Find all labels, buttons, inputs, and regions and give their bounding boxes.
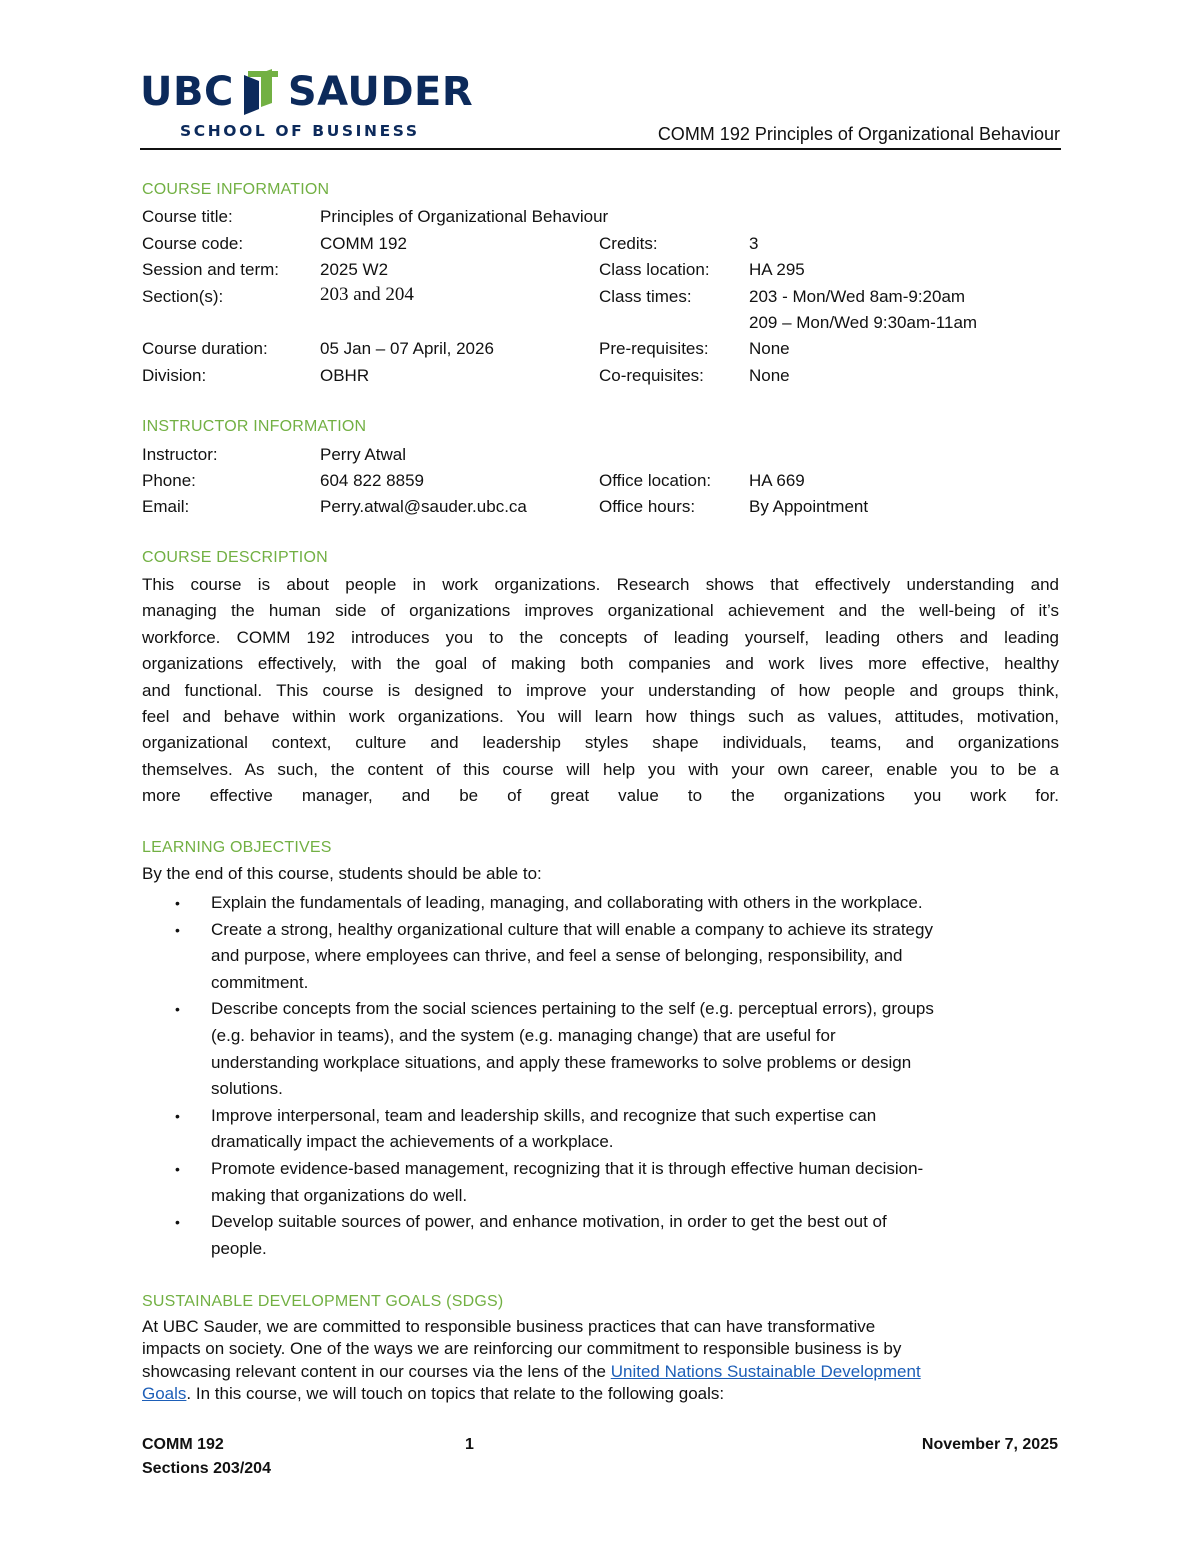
logo-word-ubc: UBC <box>140 69 234 115</box>
sections-label: Section(s): <box>142 287 224 306</box>
office-location-label: Office location: <box>599 471 712 490</box>
footer-page-number: 1 <box>465 1436 474 1453</box>
class-location-value: HA 295 <box>749 260 805 279</box>
sdg-line: impacts on society. One of the ways we are reinforcing our commitment to responsible business is by <box>142 1339 902 1359</box>
class-times-label: Class times: <box>599 287 692 306</box>
description-line: managing the human side of organizations improves organizational achievement and the well-being of it’s <box>142 601 1059 621</box>
course-title-label: Course title: <box>142 207 233 226</box>
bullet-icon: • <box>175 1214 180 1231</box>
class-times-value-2: 209 – Mon/Wed 9:30am-11am <box>749 313 978 332</box>
instructor-information-heading: INSTRUCTOR INFORMATION <box>142 418 367 435</box>
objective-item: • Explain the fundamentals of leading, managing, and collaborating with others in the workplace. <box>142 890 1059 917</box>
sdg-heading: SUSTAINABLE DEVELOPMENT GOALS (SDGS) <box>142 1293 504 1310</box>
sdg-line: At UBC Sauder, we are committed to responsible business practices that can have transformative <box>142 1317 876 1336</box>
footer-date: November 7, 2025 <box>921 1436 1058 1453</box>
ubc-sauder-logo <box>140 68 474 144</box>
credits-value: 3 <box>749 234 759 253</box>
course-code-label: Course code: <box>142 234 244 253</box>
phone-label: Phone: <box>142 471 196 490</box>
division-label: Division: <box>142 366 207 385</box>
objective-item: • Create a strong, healthy organizational culture that will enable a company to achieve its strategy and purpose, where employees can thrive, and feel a sense of belonging, responsibility, and commitment. <box>142 917 1059 997</box>
sections-value: 203 and 204 <box>320 284 414 305</box>
prerequisites-label: Pre-requisites: <box>599 339 709 358</box>
description-line: organizations effectively, with the goal of making both companies and work lives more effective, healthy <box>142 654 1059 674</box>
session-term-value: 2025 W2 <box>320 260 389 279</box>
un-sdg-link-cont[interactable]: Goals <box>142 1383 187 1403</box>
instructor-value: Perry Atwal <box>320 445 406 464</box>
class-location-label: Class location: <box>599 260 710 279</box>
sdg-line: showcasing relevant content in our courses via the lens of the United Nations Sustainable Development <box>142 1361 921 1381</box>
description-line: themselves. As such, the content of this course will help you with your own career, enable you to be a <box>142 759 1059 779</box>
objectives-intro: By the end of this course, students should be able to: <box>142 864 542 883</box>
phone-value: 604 822 8859 <box>320 471 424 490</box>
description-line: and functional. This course is designed to improve your understanding of how people and groups think, <box>142 680 1059 700</box>
objective-item: • Promote evidence-based management, recognizing that it is through effective human decision- making that organizations do well. <box>142 1156 1059 1209</box>
course-information-heading: COURSE INFORMATION <box>142 181 330 198</box>
course-title-value: Principles of Organizational Behaviour <box>320 207 609 226</box>
course-code-value: COMM 192 <box>320 234 407 253</box>
description-line: workforce. COMM 192 introduces you to the concepts of leading yourself, leading others and leading <box>142 627 1059 647</box>
objectives-list <box>142 890 1059 1262</box>
bullet-icon: • <box>175 1001 180 1018</box>
credits-label: Credits: <box>599 234 658 253</box>
objective-item: • Describe concepts from the social sciences pertaining to the self (e.g. perceptual errors), groups (e.g. behavior in teams), and the system (e.g. managing change) that are useful for understanding workplace situations, and apply these frameworks to solve problems or design solutions. <box>142 996 1059 1102</box>
logo-subtitle: SCHOOL OF BUSINESS <box>180 122 420 140</box>
bullet-icon: • <box>175 1107 180 1124</box>
prerequisites-value: None <box>749 339 790 358</box>
objective-item: • Improve interpersonal, team and leadership skills, and recognize that such expertise can dramatically impact the achievements of a workplace. <box>142 1103 1059 1156</box>
description-line: organizational context, culture and leadership styles shape individuals, teams, and organizations <box>142 733 1059 753</box>
email-label: Email: <box>142 497 190 516</box>
course-duration-label: Course duration: <box>142 339 268 358</box>
class-times-value-1: 203 - Mon/Wed 8am-9:20am <box>749 287 966 306</box>
sdg-line: Goals. In this course, we will touch on topics that relate to the following goals: <box>142 1383 725 1403</box>
course-duration-value: 05 Jan – 07 April, 2026 <box>320 339 494 358</box>
office-hours-value: By Appointment <box>749 497 869 516</box>
footer-course: COMM 192 <box>142 1436 224 1453</box>
division-value: OBHR <box>320 366 370 385</box>
description-line: feel and behave within work organizations. You will learn how things such as values, attitudes, motivation, <box>142 707 1059 727</box>
course-description-heading: COURSE DESCRIPTION <box>142 549 328 566</box>
corequisites-value: None <box>749 366 790 385</box>
learning-objectives-heading: LEARNING OBJECTIVES <box>142 839 332 856</box>
email-value: Perry.atwal@sauder.ubc.ca <box>320 497 527 516</box>
course-description-text <box>142 572 1059 810</box>
footer-sections: Sections 203/204 <box>142 1460 271 1477</box>
bullet-icon: • <box>175 895 180 911</box>
office-location-value: HA 669 <box>749 471 805 490</box>
corequisites-label: Co-requisites: <box>599 366 704 385</box>
bullet-icon: • <box>175 921 180 938</box>
instructor-label: Instructor: <box>142 445 218 464</box>
description-line: This course is about people in work organizations. Research shows that effectively understanding and <box>142 575 1059 594</box>
sauder-mark-icon <box>242 69 280 115</box>
un-sdg-link[interactable]: United Nations Sustainable Development <box>610 1361 921 1381</box>
sdg-text <box>142 1316 1059 1405</box>
description-line: more effective manager, and be of great value to the organizations you work for. <box>142 786 1059 806</box>
objective-item: • Develop suitable sources of power, and enhance motivation, in order to get the best out of people. <box>142 1209 1059 1262</box>
header-divider <box>140 148 1061 150</box>
logo-word-sauder: SAUDER <box>287 69 474 115</box>
office-hours-label: Office hours: <box>599 497 696 516</box>
header-course-title: COMM 192 Principles of Organizational Behaviour <box>657 124 1060 144</box>
session-term-label: Session and term: <box>142 260 280 279</box>
bullet-icon: • <box>175 1160 180 1177</box>
